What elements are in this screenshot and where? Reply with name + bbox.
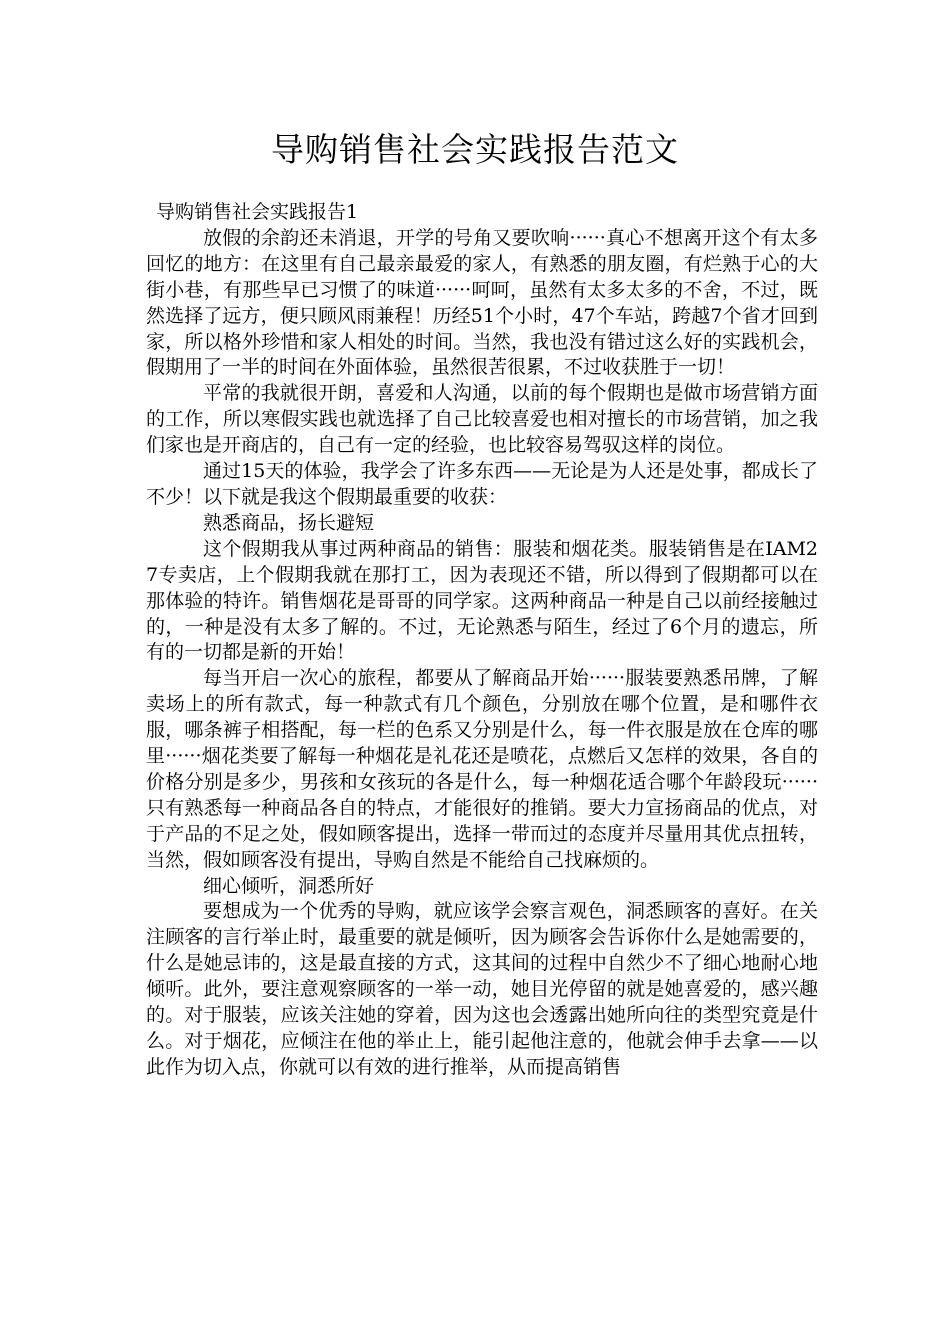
paragraph: 每当开启一次心的旅程，都要从了解商品开始······服装要熟悉吊牌，了解卖场上的所有款式，每一种款式有几个颜色，分别放在哪个位置，是和哪件衣服，哪条裤子相搭配，每一栏的色系又分别是什么，每一件衣服是放在仓库的哪里······烟花类要了解每一种烟花是礼花还是喷花，点燃后又怎样的效果，各自的价格分别是多少，男孩和女孩玩的各是什么，每一种烟花适合哪个年龄段玩······只有熟悉每一种商品各自的特点，才能很好的推销。要大力宣扬商品的优点，对于产品的不足之处，假如顾客提出，选择一带而过的态度并尽量用其优点扭转，当然，假如顾客没有提出，导购自然是不能给自己找麻烦的。 <box>146 667 818 871</box>
paragraph: 平常的我就很开朗，喜爱和人沟通，以前的每个假期也是做市场营销方面的工作，所以寒假实践也就选择了自己比较喜爱也相对擅长的市场营销，加之我们家也是开商店的，自己有一定的经验，也比较容易驾驭这样的岗位。 <box>146 382 818 457</box>
document-body <box>146 200 818 1081</box>
paragraph: 放假的余韵还未消退，开学的号角又要吹响······真心不想离开这个有太多回忆的地方：在这里有自己最亲最爱的家人，有熟悉的朋友圈，有烂熟于心的大街小巷，有那些早已习惯了的味道······呵呵，虽然有太多太多的不舍，不过，既然选择了远方，便只顾风雨兼程！历经51个小时，47个车站，跨越7个省才回到家，所以格外珍惜和家人相处的时间。当然，我也没有错过这么好的实践机会，假期用了一半的时间在外面体验，虽然很苦很累，不过收获胜于一切！ <box>146 226 818 379</box>
sub-heading: 细心倾听，洞悉所好 <box>203 874 375 897</box>
sub-heading: 熟悉商品，扬长避短 <box>203 511 375 534</box>
paragraph: 通过15天的体验，我学会了许多东西——无论是为人还是处事，都成长了不少！以下就是我这个假期最重要的收获： <box>146 460 818 508</box>
document-title: 导购销售社会实践报告范文 <box>271 130 679 169</box>
paragraph: 这个假期我从事过两种商品的销售：服装和烟花类。服装销售是在IAM27专卖店，上个假期我就在那打工，因为表现还不错，所以得到了假期都可以在那体验的特许。销售烟花是哥哥的同学家。这两种商品一种是自己以前经接触过的，一种是没有太多了解的。不过，无论熟悉与陌生，经过了6个月的遗忘，所有的一切都是新的开始！ <box>146 537 818 664</box>
section-heading: 导购销售社会实践报告1 <box>156 201 359 223</box>
paragraph: 要想成为一个优秀的导购，就应该学会察言观色，洞悉顾客的喜好。在关注顾客的言行举止时，最重要的就是倾听，因为顾客会告诉你什么是她需要的，什么是她忌讳的，这是最直接的方式，这其间的过程中自然少不了细心地耐心地倾听。此外，要注意观察顾客的一举一动，她目光停留的就是她喜爱的，感兴趣的。对于服装，应该关注她的穿着，因为这也会透露出她所向往的类型究竟是什么。对于烟花，应倾注在他的举止上，能引起他注意的，他就会伸手去拿——以此作为切入点，你就可以有效的进行推举，从而提高销售 <box>146 900 818 1078</box>
